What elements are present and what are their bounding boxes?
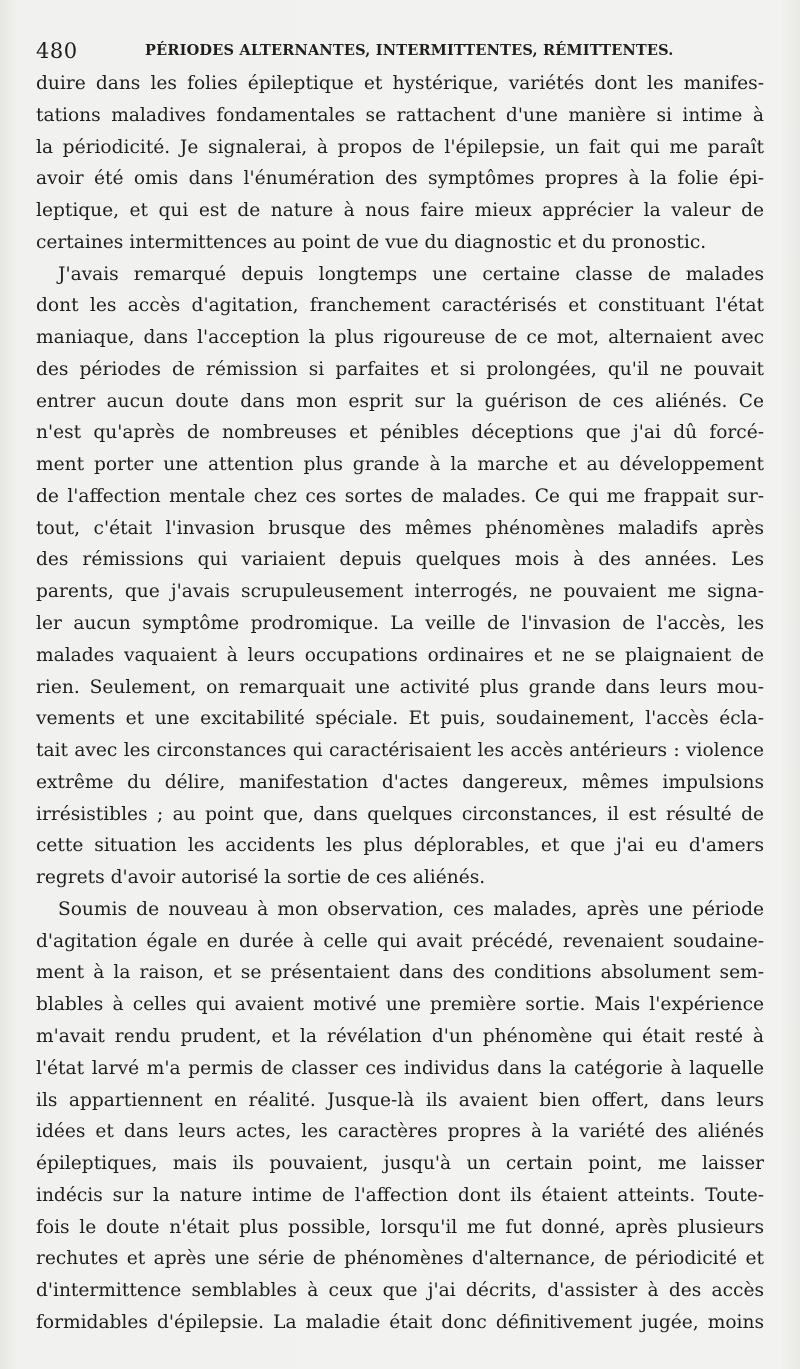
text-line: tait avec les circonstances qui caractérisaient les accès antérieurs : violence (36, 740, 764, 762)
text-line: dont les accès d'agitation, franchement caractérisés et constituant l'état (36, 295, 764, 317)
text-line: ment porter une attention plus grande à la marche et au développement (36, 454, 764, 476)
text-line: m'avait rendu prudent, et la révélation d'un phénomène qui était resté à (36, 1025, 764, 1047)
text-line: vements et une excitabilité spéciale. Et puis, soudainement, l'accès écla- (36, 708, 764, 730)
text-line: certaines intermittences au point de vue du diagnostic et du pronostic. (36, 231, 707, 253)
paragraph-start-line: Soumis de nouveau à mon observation, ces malades, après une période (58, 898, 764, 920)
text-line: des périodes de rémission si parfaites et si prolongées, qu'il ne pouvait (36, 358, 764, 380)
page-number: 480 (36, 39, 78, 63)
body-text (36, 68, 764, 1339)
text-line: extrême du délire, manifestation d'actes dangereux, mêmes impulsions (36, 771, 764, 793)
paragraph-start-line: J'avais remarqué depuis longtemps une certaine classe de malades (58, 263, 764, 285)
text-line: d'intermittence semblables à ceux que j'ai décrits, d'assister à des accès (36, 1280, 764, 1302)
text-line: maniaque, dans l'acception la plus rigoureuse de ce mot, alternaient avec (36, 327, 764, 349)
text-line: l'état larvé m'a permis de classer ces individus dans la catégorie à laquelle (36, 1057, 764, 1079)
text-line: rien. Seulement, on remarquait une activité plus grande dans leurs mou- (36, 676, 764, 698)
text-line: blables à celles qui avaient motivé une première sortie. Mais l'expérience (36, 994, 764, 1016)
text-line: formidables d'épilepsie. La maladie était donc définitivement jugée, moins (36, 1311, 764, 1333)
text-line: des rémissions qui variaient depuis quelques mois à des années. Les (36, 549, 764, 571)
text-line: duire dans les folies épileptique et hystérique, variétés dont les manifes- (36, 73, 764, 94)
text-line: de l'affection mentale chez ces sortes de malades. Ce qui me frappait sur- (36, 485, 764, 507)
text-line: ils appartiennent en réalité. Jusque-là ils avaient bien offert, dans leurs (36, 1089, 764, 1111)
text-line: parents, que j'avais scrupuleusement interrogés, ne pouvaient me signa- (36, 581, 764, 603)
text-line: n'est qu'après de nombreuses et pénibles déceptions que j'ai dû forcé- (36, 422, 764, 444)
text-line: ment à la raison, et se présentaient dans des conditions absolument sem- (36, 962, 764, 984)
text-line: cette situation les accidents les plus déplorables, et que j'ai eu d'amers (36, 835, 764, 857)
text-line: tout, c'était l'invasion brusque des mêmes phénomènes maladifs après (36, 517, 764, 539)
running-title: PÉRIODES ALTERNANTES, INTERMITTENTES, RÉMITTENTES. (145, 42, 674, 59)
text-line: épileptiques, mais ils pouvaient, jusqu'à un certain point, me laisser (36, 1153, 764, 1175)
text-line: idées et dans leurs actes, les caractères propres à la variété des aliénés (36, 1121, 764, 1143)
text-line: avoir été omis dans l'énumération des symptômes propres à la folie épi- (36, 168, 764, 190)
page-header (36, 36, 764, 66)
text-line: regrets d'avoir autorisé la sortie de ces aliénés. (36, 867, 486, 889)
text-line: ler aucun symptôme prodromique. La veille de l'invasion de l'accès, les (36, 613, 764, 635)
text-line: la périodicité. Je signalerai, à propos de l'épilepsie, un fait qui me paraît (36, 136, 764, 158)
text-line: entrer aucun doute dans mon esprit sur la guérison de ces aliénés. Ce (36, 390, 764, 412)
text-line: rechutes et après une série de phénomènes d'alternance, de périodicité et (36, 1248, 764, 1270)
text-line: fois le doute n'était plus possible, lorsqu'il me fut donné, après plusieurs (36, 1216, 764, 1238)
text-line: d'agitation égale en durée à celle qui avait précédé, revenaient soudaine- (36, 930, 764, 952)
text-line: irrésistibles ; au point que, dans quelques circonstances, il est résulté de (36, 803, 764, 825)
text-line: malades vaquaient à leurs occupations ordinaires et ne se plaignaient de (36, 644, 764, 666)
text-line: indécis sur la nature intime de l'affection dont ils étaient atteints. Toute- (36, 1184, 764, 1206)
text-line: tations maladives fondamentales se rattachent d'une manière si intime à (36, 104, 764, 126)
text-line: leptique, et qui est de nature à nous faire mieux apprécier la valeur de (36, 200, 764, 222)
